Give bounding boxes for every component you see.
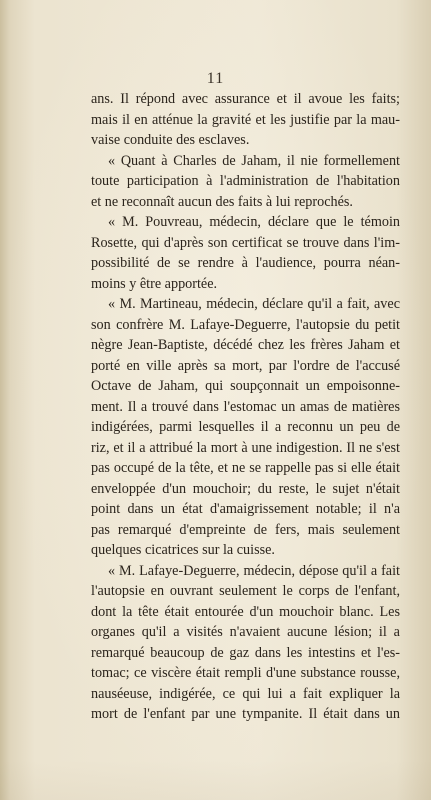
text-line: Octave de Jaham, qui soupçonnait un empoisonne- xyxy=(91,378,400,394)
text-line: quelques cicatrices sur la cuisse. xyxy=(91,542,275,558)
text-line: « M. Martineau, médecin, déclare qu'il a fait, avec xyxy=(108,296,400,312)
text-line: et ne reconnaît aucun des faits à lui reprochés. xyxy=(91,193,353,210)
text-line: tomac; ce viscère était rempli d'une substance rousse, xyxy=(91,665,400,681)
text-line: son confrère M. Lafaye-Deguerre, l'autopsie du petit xyxy=(91,316,400,333)
text-line: indigérées, parmi lesquelles il a reconnu un peu de xyxy=(91,419,400,435)
text-line: porté en ville après sa mort, par l'ordre de l'accusé xyxy=(91,357,400,374)
body-text xyxy=(91,89,400,725)
text-line: « M. Pouvreau, médecin, déclare que le témoin xyxy=(108,214,400,230)
text-line: mort de l'enfant par une tympanite. Il était dans un xyxy=(91,706,400,722)
text-line: ans. Il répond avec assurance et il avoue les faits; xyxy=(91,91,400,107)
text-line: Rosette, qui d'après son certificat se trouve dans l'im- xyxy=(91,234,400,251)
text-line: pas occupé de la tête, et ne se rappelle pas si elle était xyxy=(91,460,400,476)
text-line: vaise conduite des esclaves. xyxy=(91,132,250,148)
text-line: toute participation à l'administration de l'habitation xyxy=(91,173,400,189)
text-line: ment. Il a trouvé dans l'estomac un amas de matières xyxy=(91,398,400,415)
text-line: riz, et il a attribué la mort à une indigestion. Il ne s'est xyxy=(91,439,400,456)
text-line: mais il en atténue la gravité et les justifie par la mau- xyxy=(91,111,400,128)
text-line: l'autopsie en ouvrant seulement le corps de l'enfant, xyxy=(91,583,400,599)
page-shading xyxy=(0,760,431,800)
text-line: point dans un état d'amaigrissement notable; il n'a xyxy=(91,501,400,517)
text-line: possibilité de se rendre à l'audience, pourra néan- xyxy=(91,255,400,271)
text-line: « Quant à Charles de Jaham, il nie formellement xyxy=(108,152,400,169)
text-line: pas remarqué d'empreinte de fers, mais seulement xyxy=(91,521,400,538)
text-line: « M. Lafaye-Deguerre, médecin, dépose qu'il a fait xyxy=(108,562,400,579)
text-line: remarqué beaucoup de gaz dans les intestins et l'es- xyxy=(91,644,400,661)
text-line: nauséeuse, indigérée, ce qui lui a fait expliquer la xyxy=(91,685,400,702)
text-line: organes qu'il a visités n'avaient aucune lésion; il a xyxy=(91,624,400,640)
text-line: enveloppée d'un mouchoir; du reste, le sujet n'était xyxy=(91,480,400,497)
text-line: dont la tête était entourée d'un mouchoir blanc. Les xyxy=(91,603,400,620)
text-line: nègre Jean-Baptiste, décédé chez les frères Jaham et xyxy=(91,337,400,353)
text-line: moins y être apportée. xyxy=(91,275,218,292)
page-number: 11 xyxy=(206,70,225,87)
